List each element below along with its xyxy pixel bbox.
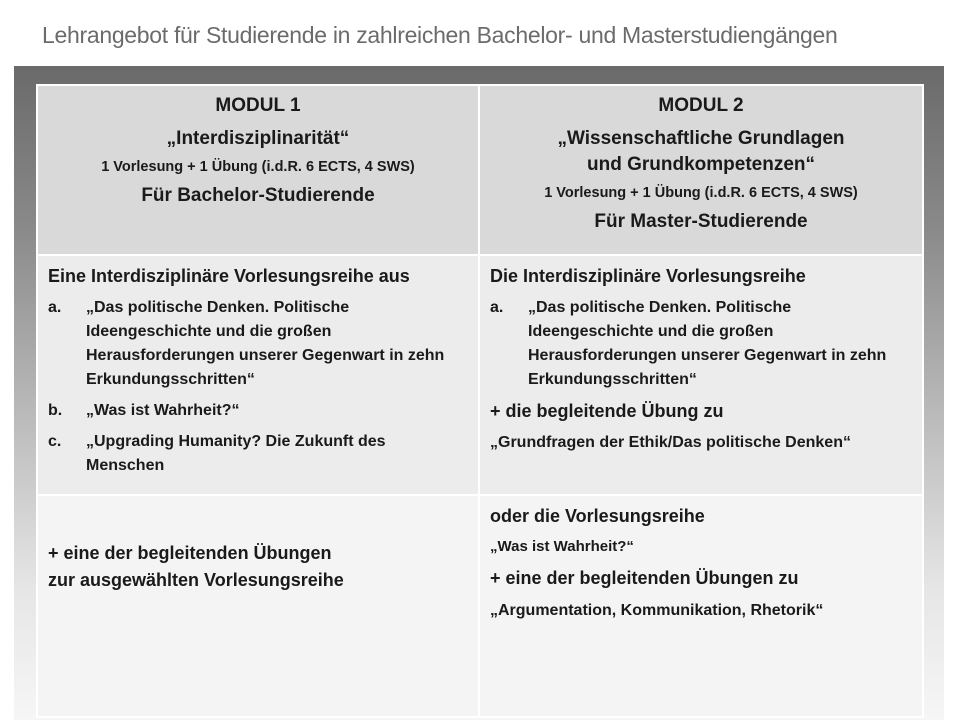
modul2-plus-exercise: + die begleitende Übung zu (490, 401, 724, 421)
modul2-name-line2: und Grundkompetenzen“ (587, 154, 815, 175)
modul2-meta: 1 Vorlesung + 1 Übung (i.d.R. 6 ECTS, 4 SWS) (544, 185, 858, 201)
modul1-exercises (37, 495, 479, 717)
list-marker: c. (48, 433, 62, 450)
lecture-title: „Das politische Denken. Politische Ideengeschichte und die großen Herausforderungen unserer Gegenwart in zehn Erkundungsschritten“ (86, 299, 445, 388)
modul2-exercise-topic: „Grundfragen der Ethik/Das politische Denken“ (490, 434, 851, 451)
list-item (48, 399, 466, 423)
modul1-lead: Eine Interdisziplinäre Vorlesungsreihe aus (48, 266, 410, 286)
modul2-lead: Die Interdisziplinäre Vorlesungsreihe (490, 266, 806, 286)
modul1-lecture-list (48, 296, 466, 478)
modul2-alternative (479, 495, 923, 717)
list-marker: a. (48, 299, 62, 316)
lecture-title: „Das politische Denken. Politische Ideengeschichte und die großen Herausforderungen unserer Gegenwart in zehn Erkundungsschritten“ (528, 299, 887, 388)
list-item (490, 296, 910, 392)
modul2-or-topic: „Argumentation, Kommunikation, Rhetorik“ (490, 602, 824, 619)
slide-title: Lehrangebot für Studierende in zahlreichen Bachelor- und Masterstudiengängen (42, 22, 838, 48)
list-marker: b. (48, 402, 63, 419)
modul2-or-series-title: „Was ist Wahrheit?“ (490, 538, 634, 555)
modul1-target: Für Bachelor-Studierende (141, 185, 375, 206)
modul2-name-line1: „Wissenschaftliche Grundlagen (557, 128, 845, 149)
modul2-lecture-list (490, 296, 910, 392)
modul1-header (37, 85, 479, 255)
modul2-lectures (479, 255, 923, 495)
list-marker: a. (490, 299, 504, 316)
modul2-target: Für Master-Studierende (594, 211, 808, 232)
modul2-or-series: oder die Vorlesungsreihe (490, 506, 705, 526)
lecture-title: „Was ist Wahrheit?“ (86, 402, 240, 419)
modul1-meta: 1 Vorlesung + 1 Übung (i.d.R. 6 ECTS, 4 SWS) (101, 159, 415, 175)
modul2-header (479, 85, 923, 255)
modul1-exercise-line2: zur ausgewählten Vorlesungsreihe (48, 570, 344, 590)
modul2-or-plus: + eine der begleitenden Übungen zu (490, 568, 799, 588)
module-table (36, 84, 924, 718)
lecture-title: „Upgrading Humanity? Die Zukunft des Menschen (86, 433, 386, 474)
list-item (48, 430, 466, 478)
modul1-label: MODUL 1 (215, 95, 301, 116)
modul1-name: „Interdisziplinarität“ (166, 128, 350, 149)
modul1-lectures (37, 255, 479, 495)
list-item (48, 296, 466, 392)
modul1-exercise-line1: + eine der begleitenden Übungen (48, 543, 332, 563)
modul2-label: MODUL 2 (658, 95, 744, 116)
